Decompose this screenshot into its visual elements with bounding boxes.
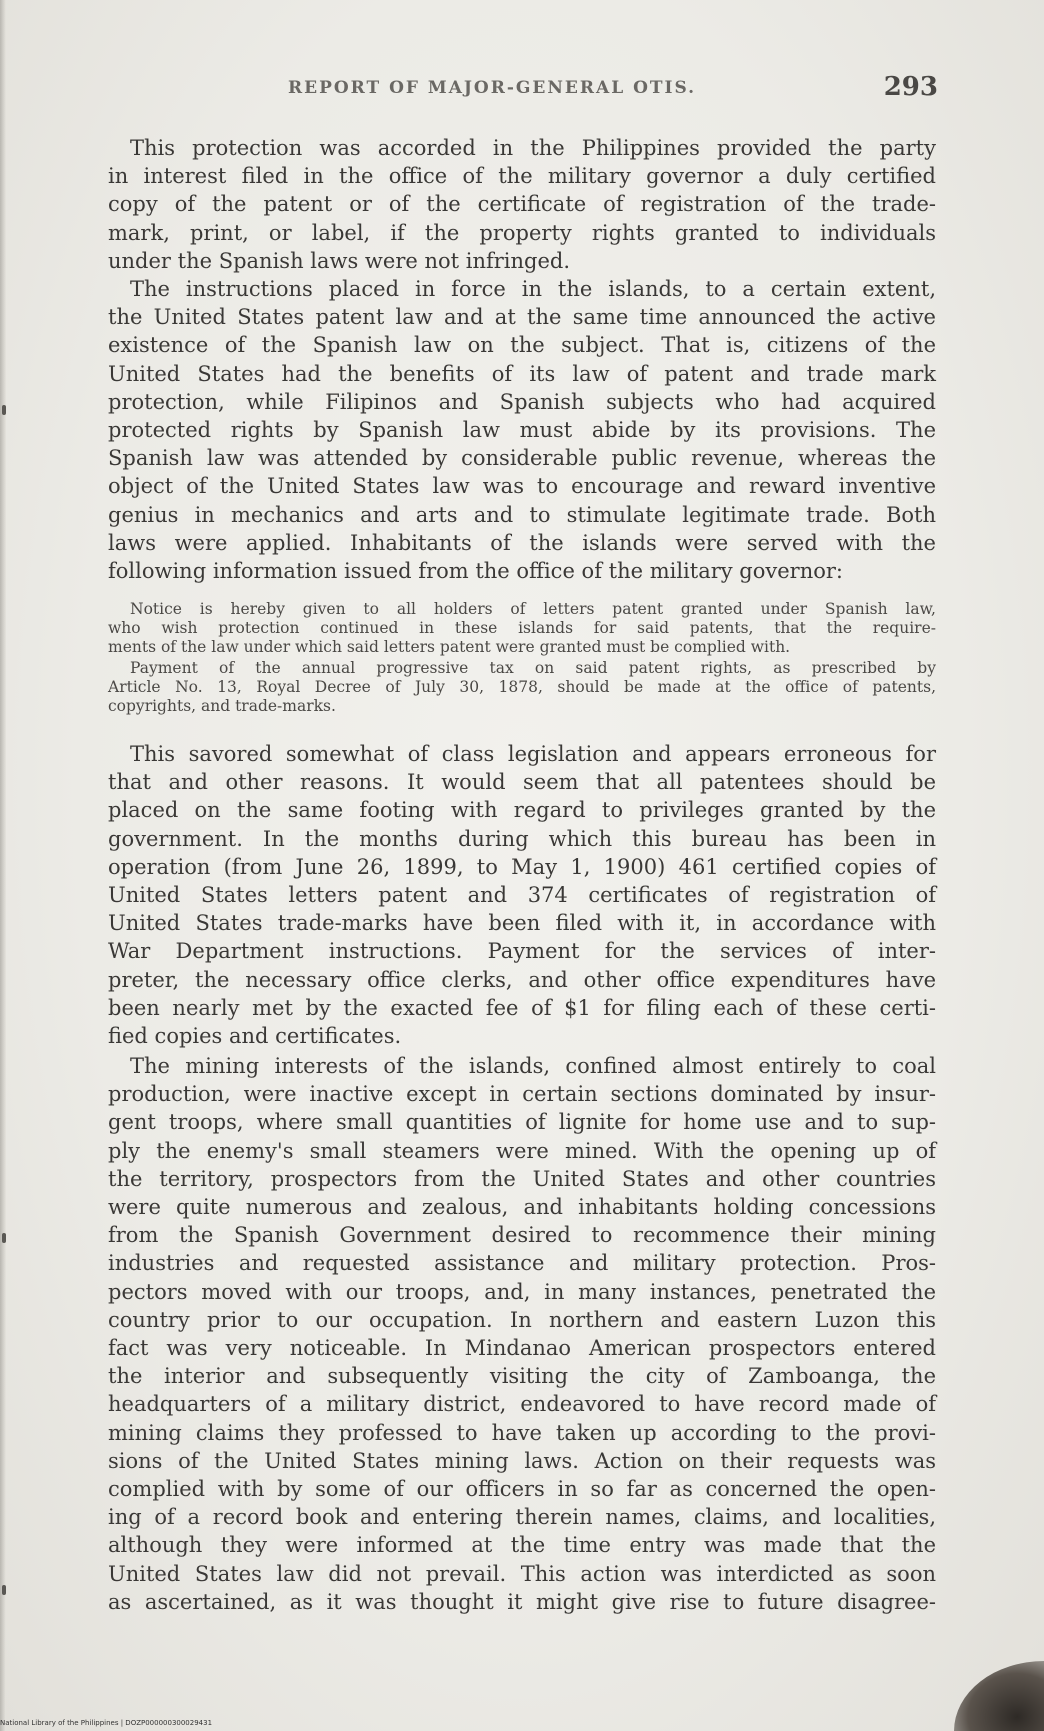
- text-line: protected rights by Spanish law must abide by its provisions. The: [108, 418, 936, 443]
- text-line: copyrights, and trade-marks.: [108, 697, 336, 716]
- text-line: fied copies and certificates.: [108, 1024, 402, 1049]
- text-line: placed on the same footing with regard to privileges granted by the: [108, 798, 936, 823]
- text-line: War Department instructions. Payment for the services of inter-: [108, 939, 936, 964]
- text-line: Payment of the annual progressive tax on said patent rights, as prescribed by: [130, 659, 936, 677]
- text-line: pectors moved with our troops, and, in many instances, penetrated the: [108, 1279, 936, 1304]
- text-line: from the Spanish Government desired to recommence their mining: [108, 1223, 936, 1248]
- page-number: 293: [883, 72, 938, 102]
- thumb-shadow: [954, 1661, 1044, 1731]
- text-line: This savored somewhat of class legislation and appears erroneous for: [130, 742, 936, 766]
- text-line: under the Spanish laws were not infringed.: [108, 248, 571, 273]
- page-edge-shadow: [0, 0, 6, 1731]
- scan-speck: [2, 1585, 6, 1595]
- text-line: sions of the United States mining laws. Action on their requests was: [108, 1448, 936, 1473]
- text-line: headquarters of a military district, endeavored to have record made of: [108, 1392, 936, 1417]
- text-line: gent troops, where small quantities of lignite for home use and to sup-: [108, 1110, 936, 1135]
- paragraph-class-legislation: [108, 740, 936, 1050]
- text-line: mining claims they professed to have taken up according to the provi-: [108, 1420, 936, 1445]
- text-line: complied with by some of our officers in so far as concerned the open-: [108, 1477, 936, 1502]
- text-line: The mining interests of the islands, confined almost entirely to coal: [130, 1054, 936, 1078]
- text-line: country prior to our occupation. In northern and eastern Luzon this: [108, 1307, 936, 1332]
- notice-quote-2: [108, 659, 936, 717]
- text-line: the territory, prospectors from the United States and other countries: [108, 1166, 936, 1191]
- text-line: genius in mechanics and arts and to stimulate legitimate trade. Both: [108, 502, 936, 527]
- text-line: The instructions placed in force in the islands, to a certain extent,: [130, 277, 936, 301]
- running-title: REPORT OF MAJOR-GENERAL OTIS.: [288, 78, 697, 98]
- text-line: industries and requested assistance and military protection. Pros-: [108, 1251, 936, 1276]
- text-line: following information issued from the office of the military governor:: [108, 559, 843, 584]
- text-line: the interior and subsequently visiting the city of Zamboanga, the: [108, 1364, 936, 1389]
- library-footer: National Library of the Philippines | DOZP000000300029431: [0, 1719, 213, 1727]
- text-line: in interest filed in the office of the military governor a duly certified: [108, 164, 936, 189]
- scan-speck: [2, 1233, 6, 1243]
- text-line: production, were inactive except in certain sections dominated by insur-: [108, 1082, 936, 1107]
- text-line: fact was very noticeable. In Mindanao American prospectors entered: [108, 1336, 936, 1361]
- text-line: who wish protection continued in these islands for said patents, that the require-: [108, 619, 936, 638]
- text-line: operation (from June 26, 1899, to May 1, 1900) 461 certified copies of: [108, 854, 936, 879]
- text-line: Article No. 13, Royal Decree of July 30, 1878, should be made at the office of patents,: [108, 678, 936, 697]
- text-line: been nearly met by the exacted fee of $1 for filing each of these certi-: [108, 995, 936, 1020]
- text-line: object of the United States law was to encourage and reward inventive: [108, 474, 936, 499]
- text-line: Spanish law was attended by considerable public revenue, whereas the: [108, 446, 936, 471]
- text-line: ply the enemy's small steamers were mined. With the opening up of: [108, 1138, 936, 1163]
- text-line: copy of the patent or of the certificate of registration of the trade-: [108, 192, 936, 217]
- text-line: mark, print, or label, if the property rights granted to individuals: [108, 220, 936, 245]
- text-line: the United States patent law and at the same time announced the active: [108, 305, 936, 330]
- text-line: Notice is hereby given to all holders of letters patent granted under Spanish law,: [130, 600, 936, 618]
- text-line: This protection was accorded in the Philippines provided the party: [130, 136, 936, 160]
- text-line: as ascertained, as it was thought it might give rise to future disagree-: [108, 1589, 936, 1614]
- text-line: ing of a record book and entering therein names, claims, and localities,: [108, 1505, 936, 1530]
- text-line: ments of the law under which said letters patent were granted must be complied with.: [108, 638, 791, 657]
- notice-quote-1: [108, 600, 936, 658]
- text-line: that and other reasons. It would seem that all patentees should be: [108, 770, 936, 795]
- paragraph-mining-interests: [108, 1052, 936, 1616]
- text-line: United States letters patent and 374 certificates of registration of: [108, 883, 936, 908]
- text-line: United States law did not prevail. This action was interdicted as soon: [108, 1561, 936, 1586]
- paragraph-patent-protection: [108, 134, 936, 275]
- text-line: United States had the benefits of its law of patent and trade mark: [108, 361, 936, 386]
- scan-speck: [2, 405, 6, 415]
- text-line: were quite numerous and zealous, and inhabitants holding concessions: [108, 1195, 936, 1220]
- text-line: United States trade-marks have been filed with it, in accordance with: [108, 911, 936, 936]
- paragraph-instructions: [108, 275, 936, 585]
- text-line: although they were informed at the time entry was made that the: [108, 1533, 936, 1558]
- text-line: laws were applied. Inhabitants of the islands were served with the: [108, 530, 936, 555]
- page-header: [108, 72, 938, 112]
- text-line: protection, while Filipinos and Spanish subjects who had acquired: [108, 389, 936, 414]
- text-line: existence of the Spanish law on the subject. That is, citizens of the: [108, 333, 936, 358]
- text-line: government. In the months during which this bureau has been in: [108, 826, 936, 851]
- text-line: preter, the necessary office clerks, and other office expenditures have: [108, 967, 936, 992]
